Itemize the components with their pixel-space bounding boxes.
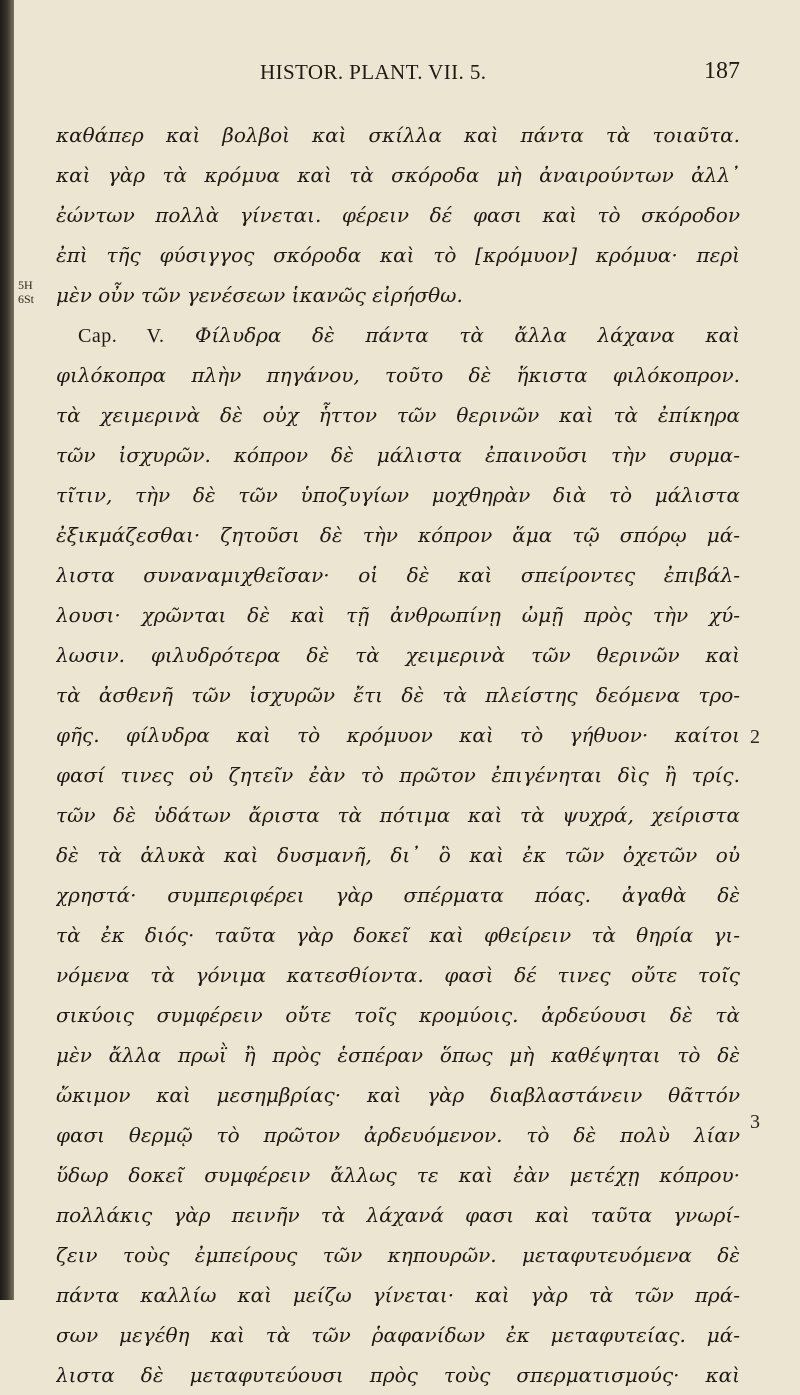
chapter-label: Cap. V. [78,325,165,347]
text-line: τῶν δὲ ὑδάτων ἄριστα τὰ πότιμα καὶ τὰ ψυχρά, χείριστα [56,803,740,827]
text-line: ἐξικμάζεσθαι· ζητοῦσι δὲ τὴν κόπρον ἅμα τῷ σπόρῳ μά- [56,523,740,547]
text-line: τὰ ἐκ διός· ταῦτα γὰρ δοκεῖ καὶ φθείρειν τὰ θηρία γι- [56,923,740,947]
text-line: τῶν ἰσχυρῶν. κόπρον δὲ μάλιστα ἐπαινοῦσι τὴν συρμα- [56,443,740,467]
book-binding-edge [0,0,14,1300]
text-line: μὲν οὖν τῶν γενέσεων ἱκανῶς εἰρήσθω. [56,283,463,307]
greek-text-body [56,115,740,1395]
text-line: καθάπερ καὶ βολβοὶ καὶ σκίλλα καὶ πάντα τὰ τοιαῦτα. [56,123,740,147]
text-line: χρηστά· συμπεριφέρει γὰρ σπέρματα πόας. ἀγαθὰ δὲ [56,883,740,907]
section-number-3: 3 [750,1111,760,1133]
section-number-2: 2 [750,726,760,748]
text-line: τὰ χειμερινὰ δὲ οὐχ ἧττον τῶν θερινῶν καὶ τὰ ἐπίκηρα [56,403,740,427]
text-line: πάντα καλλίω καὶ μείζω γίνεται· καὶ γὰρ τὰ τῶν πρά- [56,1283,740,1307]
text-line: ἐώντων πολλὰ γίνεται. φέρειν δέ φασι καὶ τὸ σκόροδον [56,203,740,227]
text-line: φιλόκοπρα πλὴν πηγάνου, τοῦτο δὲ ἥκιστα φιλόκοπρον. [56,363,740,387]
margin-reference-5h: 5H [18,278,33,292]
text-line: πολλάκις γὰρ πεινῆν τὰ λάχανά φασι καὶ ταῦτα γνωρί- [56,1203,740,1227]
text-line: καὶ γὰρ τὰ κρόμυα καὶ τὰ σκόροδα μὴ ἀναιρούντων ἀλλ᾽ [56,163,740,187]
chapter-opening-text: Φίλυδρα δὲ πάντα τὰ ἄλλα λάχανα καὶ [195,323,740,347]
text-line: δὲ τὰ ἁλυκὰ καὶ δυσμανῆ, δι᾽ ὃ καὶ ἐκ τῶν ὀχετῶν οὐ [56,843,740,867]
text-line: λιστα δὲ μεταφυτεύουσι πρὸς τοὺς σπερματισμούς· καὶ [56,1363,740,1387]
text-line: λιστα συναναμιχθεῖσαν· οἱ δὲ καὶ σπείροντες ἐπιβάλ- [56,563,740,587]
text-line: σικύοις συμφέρειν οὔτε τοῖς κρομύοις. ἀρδεύουσι δὲ τὰ [56,1003,740,1027]
page-header [260,60,740,90]
chapter-opening-line [56,315,740,355]
text-line: λωσιν. φιλυδρότερα δὲ τὰ χειμερινὰ τῶν θερινῶν καὶ [56,643,740,667]
text-line: φασί τινες οὐ ζητεῖν ἐὰν τὸ πρῶτον ἐπιγένηται δὶς ἢ τρίς. [56,763,740,787]
margin-reference-6st: 6St [18,292,35,306]
text-line: τῖτιν, τὴν δὲ τῶν ὑποζυγίων μοχθηρὰν διὰ τὸ μάλιστα [56,483,740,507]
text-line: φῆς. φίλυδρα καὶ τὸ κρόμυον καὶ τὸ γήθυον· καίτοι [56,723,740,747]
text-line: ὤκιμον καὶ μεσημβρίας· καὶ γὰρ διαβλαστάνειν θᾶττόν [56,1083,740,1107]
text-line: σων μεγέθη καὶ τὰ τῶν ῥαφανίδων ἐκ μεταφυτείας. μά- [56,1323,740,1347]
text-line: φασι θερμῷ τὸ πρῶτον ἀρδευόμενον. τὸ δὲ πολὺ λίαν [56,1123,740,1147]
page-number: 187 [704,58,740,84]
text-line: λουσι· χρῶνται δὲ καὶ τῇ ἀνθρωπίνῃ ὠμῇ πρὸς τὴν χύ- [56,603,740,627]
text-line: νόμενα τὰ γόνιμα κατεσθίοντα. φασὶ δέ τινες οὔτε τοῖς [56,963,740,987]
running-head: HISTOR. PLANT. VII. 5. [260,60,487,84]
text-line: μὲν ἄλλα πρωῒ ἢ πρὸς ἑσπέραν ὅπως μὴ καθέψηται τὸ δὲ [56,1043,740,1067]
text-line: ζειν τοὺς ἐμπείρους τῶν κηπουρῶν. μεταφυτευόμενα δὲ [56,1243,740,1267]
text-line: ὕδωρ δοκεῖ συμφέρειν ἄλλως τε καὶ ἐὰν μετέχῃ κόπρου· [56,1163,740,1187]
text-line: ἐπὶ τῆς φύσιγγος σκόροδα καὶ τὸ [κρόμυον] κρόμυα· περὶ [56,243,740,267]
text-line: τὰ ἀσθενῆ τῶν ἰσχυρῶν ἔτι δὲ τὰ πλείστης δεόμενα τρο- [56,683,740,707]
